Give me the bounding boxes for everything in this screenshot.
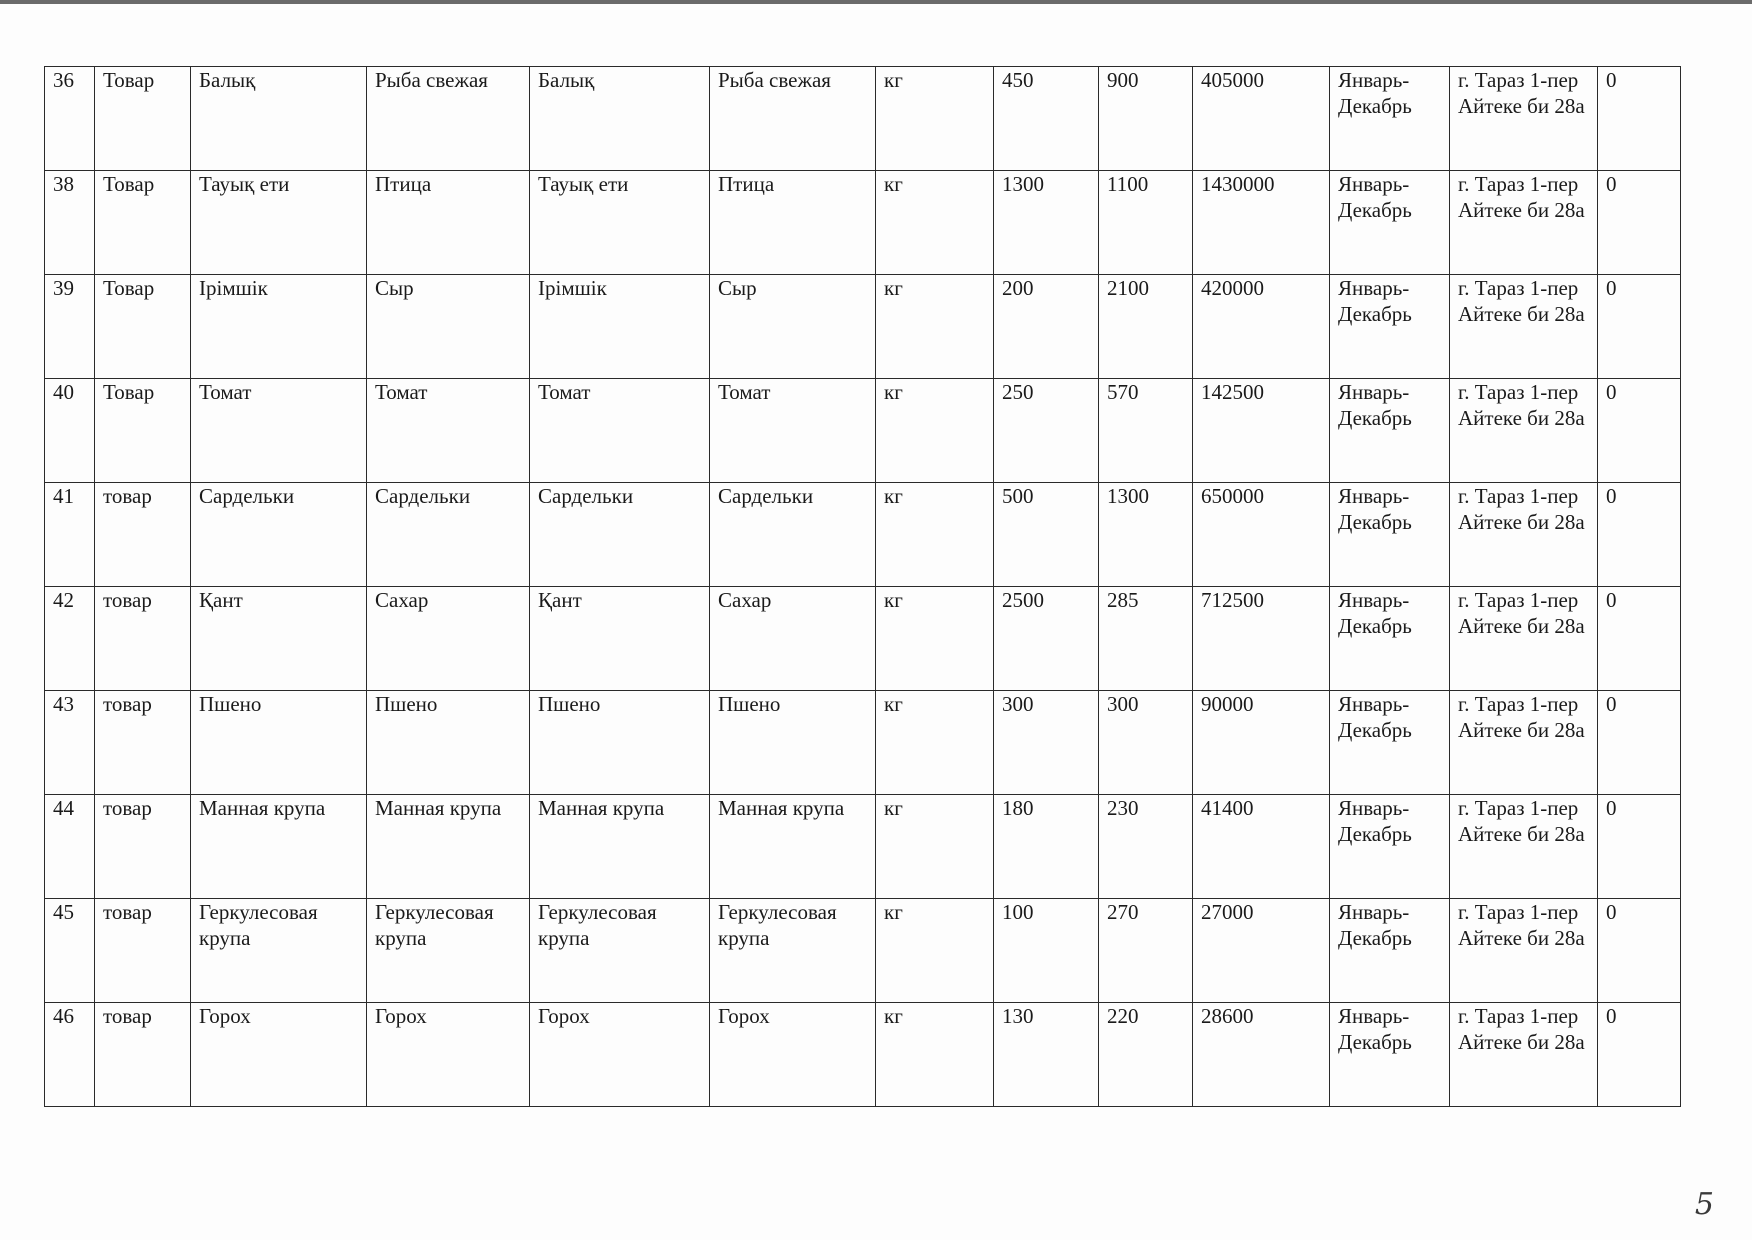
- cell-desc-ru: Горох: [710, 1003, 876, 1107]
- cell-name-kz: Геркулесовая крупа: [191, 899, 367, 1003]
- cell-advance: 0: [1598, 899, 1681, 1003]
- cell-qty: 130: [994, 1003, 1099, 1107]
- cell-name-ru: Геркулесовая крупа: [367, 899, 530, 1003]
- cell-name-kz: Балық: [191, 67, 367, 171]
- cell-desc-kz: Пшено: [530, 691, 710, 795]
- cell-num: 43: [45, 691, 95, 795]
- cell-desc-kz: Томат: [530, 379, 710, 483]
- cell-type: товар: [95, 691, 191, 795]
- cell-total: 142500: [1193, 379, 1330, 483]
- cell-name-kz: Тауық ети: [191, 171, 367, 275]
- cell-type: Товар: [95, 379, 191, 483]
- cell-type: товар: [95, 899, 191, 1003]
- table-row: [45, 587, 1681, 691]
- cell-name-ru: Птица: [367, 171, 530, 275]
- cell-desc-ru: Геркулесовая крупа: [710, 899, 876, 1003]
- cell-desc-kz: Горох: [530, 1003, 710, 1107]
- cell-type: товар: [95, 587, 191, 691]
- cell-desc-kz: Сардельки: [530, 483, 710, 587]
- cell-total: 90000: [1193, 691, 1330, 795]
- cell-desc-ru: Рыба свежая: [710, 67, 876, 171]
- table-row: [45, 171, 1681, 275]
- cell-type: Товар: [95, 67, 191, 171]
- cell-unit: кг: [876, 275, 994, 379]
- cell-num: 40: [45, 379, 95, 483]
- cell-period: Январь-Декабрь: [1330, 899, 1450, 1003]
- cell-desc-kz: Манная крупа: [530, 795, 710, 899]
- cell-advance: 0: [1598, 691, 1681, 795]
- cell-num: 41: [45, 483, 95, 587]
- cell-total: 405000: [1193, 67, 1330, 171]
- cell-total: 41400: [1193, 795, 1330, 899]
- cell-num: 39: [45, 275, 95, 379]
- cell-advance: 0: [1598, 171, 1681, 275]
- cell-period: Январь-Декабрь: [1330, 275, 1450, 379]
- cell-period: Январь-Декабрь: [1330, 171, 1450, 275]
- cell-unit: кг: [876, 691, 994, 795]
- cell-name-ru: Манная крупа: [367, 795, 530, 899]
- cell-num: 42: [45, 587, 95, 691]
- table-row: [45, 483, 1681, 587]
- cell-total: 650000: [1193, 483, 1330, 587]
- cell-advance: 0: [1598, 587, 1681, 691]
- cell-place: г. Тараз 1-пер Айтеке би 28а: [1450, 483, 1598, 587]
- cell-place: г. Тараз 1-пер Айтеке би 28а: [1450, 67, 1598, 171]
- cell-period: Январь-Декабрь: [1330, 483, 1450, 587]
- cell-price: 570: [1099, 379, 1193, 483]
- cell-price: 300: [1099, 691, 1193, 795]
- table-row: [45, 67, 1681, 171]
- procurement-table: [44, 66, 1681, 1107]
- cell-total: 420000: [1193, 275, 1330, 379]
- cell-desc-ru: Сардельки: [710, 483, 876, 587]
- cell-qty: 450: [994, 67, 1099, 171]
- cell-total: 28600: [1193, 1003, 1330, 1107]
- table-row: [45, 691, 1681, 795]
- cell-period: Январь-Декабрь: [1330, 691, 1450, 795]
- cell-qty: 180: [994, 795, 1099, 899]
- cell-name-ru: Горох: [367, 1003, 530, 1107]
- cell-type: товар: [95, 795, 191, 899]
- cell-unit: кг: [876, 483, 994, 587]
- cell-place: г. Тараз 1-пер Айтеке би 28а: [1450, 899, 1598, 1003]
- cell-name-kz: Сардельки: [191, 483, 367, 587]
- cell-type: товар: [95, 483, 191, 587]
- table-row: [45, 379, 1681, 483]
- cell-qty: 100: [994, 899, 1099, 1003]
- cell-name-ru: Рыба свежая: [367, 67, 530, 171]
- cell-desc-kz: Ірімшік: [530, 275, 710, 379]
- cell-name-kz: Қант: [191, 587, 367, 691]
- cell-num: 46: [45, 1003, 95, 1107]
- cell-type: Товар: [95, 275, 191, 379]
- cell-unit: кг: [876, 899, 994, 1003]
- cell-desc-ru: Сахар: [710, 587, 876, 691]
- cell-num: 45: [45, 899, 95, 1003]
- cell-price: 1100: [1099, 171, 1193, 275]
- table-row: [45, 275, 1681, 379]
- cell-price: 2100: [1099, 275, 1193, 379]
- cell-name-kz: Горох: [191, 1003, 367, 1107]
- cell-total: 27000: [1193, 899, 1330, 1003]
- cell-type: Товар: [95, 171, 191, 275]
- cell-price: 285: [1099, 587, 1193, 691]
- cell-desc-ru: Сыр: [710, 275, 876, 379]
- cell-desc-kz: Балық: [530, 67, 710, 171]
- cell-name-kz: Манная крупа: [191, 795, 367, 899]
- cell-price: 270: [1099, 899, 1193, 1003]
- cell-qty: 2500: [994, 587, 1099, 691]
- cell-qty: 250: [994, 379, 1099, 483]
- cell-place: г. Тараз 1-пер Айтеке би 28а: [1450, 691, 1598, 795]
- cell-num: 44: [45, 795, 95, 899]
- cell-advance: 0: [1598, 67, 1681, 171]
- cell-name-ru: Пшено: [367, 691, 530, 795]
- cell-price: 230: [1099, 795, 1193, 899]
- cell-name-ru: Сахар: [367, 587, 530, 691]
- cell-unit: кг: [876, 379, 994, 483]
- cell-unit: кг: [876, 67, 994, 171]
- cell-name-kz: Пшено: [191, 691, 367, 795]
- cell-desc-ru: Пшено: [710, 691, 876, 795]
- cell-advance: 0: [1598, 1003, 1681, 1107]
- cell-price: 900: [1099, 67, 1193, 171]
- cell-place: г. Тараз 1-пер Айтеке би 28а: [1450, 275, 1598, 379]
- cell-place: г. Тараз 1-пер Айтеке би 28а: [1450, 1003, 1598, 1107]
- cell-period: Январь-Декабрь: [1330, 379, 1450, 483]
- cell-desc-ru: Томат: [710, 379, 876, 483]
- cell-place: г. Тараз 1-пер Айтеке би 28а: [1450, 171, 1598, 275]
- cell-name-ru: Сыр: [367, 275, 530, 379]
- cell-period: Январь-Декабрь: [1330, 1003, 1450, 1107]
- cell-qty: 500: [994, 483, 1099, 587]
- table-row: [45, 1003, 1681, 1107]
- cell-period: Январь-Декабрь: [1330, 67, 1450, 171]
- cell-total: 1430000: [1193, 171, 1330, 275]
- cell-unit: кг: [876, 795, 994, 899]
- cell-desc-ru: Манная крупа: [710, 795, 876, 899]
- cell-price: 1300: [1099, 483, 1193, 587]
- cell-qty: 300: [994, 691, 1099, 795]
- cell-period: Январь-Декабрь: [1330, 587, 1450, 691]
- cell-advance: 0: [1598, 275, 1681, 379]
- cell-total: 712500: [1193, 587, 1330, 691]
- cell-period: Январь-Декабрь: [1330, 795, 1450, 899]
- cell-place: г. Тараз 1-пер Айтеке би 28а: [1450, 587, 1598, 691]
- cell-type: товар: [95, 1003, 191, 1107]
- cell-place: г. Тараз 1-пер Айтеке би 28а: [1450, 795, 1598, 899]
- cell-unit: кг: [876, 171, 994, 275]
- cell-advance: 0: [1598, 483, 1681, 587]
- cell-advance: 0: [1598, 795, 1681, 899]
- cell-desc-kz: Тауық ети: [530, 171, 710, 275]
- cell-desc-kz: Қант: [530, 587, 710, 691]
- cell-unit: кг: [876, 1003, 994, 1107]
- cell-desc-kz: Геркулесовая крупа: [530, 899, 710, 1003]
- cell-num: 38: [45, 171, 95, 275]
- cell-unit: кг: [876, 587, 994, 691]
- page-number: 5: [1694, 1187, 1714, 1222]
- scan-top-edge: [0, 0, 1752, 4]
- table-row: [45, 795, 1681, 899]
- cell-name-ru: Томат: [367, 379, 530, 483]
- cell-desc-ru: Птица: [710, 171, 876, 275]
- cell-price: 220: [1099, 1003, 1193, 1107]
- cell-qty: 200: [994, 275, 1099, 379]
- cell-advance: 0: [1598, 379, 1681, 483]
- table-row: [45, 899, 1681, 1003]
- cell-name-kz: Томат: [191, 379, 367, 483]
- cell-name-kz: Ірімшік: [191, 275, 367, 379]
- cell-qty: 1300: [994, 171, 1099, 275]
- cell-name-ru: Сардельки: [367, 483, 530, 587]
- cell-num: 36: [45, 67, 95, 171]
- cell-place: г. Тараз 1-пер Айтеке би 28а: [1450, 379, 1598, 483]
